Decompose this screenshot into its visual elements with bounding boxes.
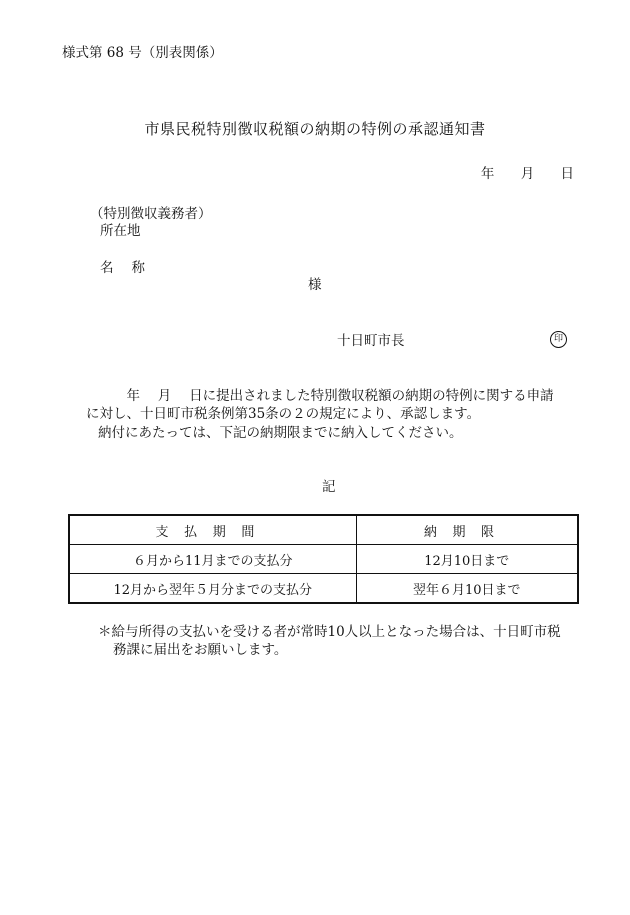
form-number: 様式第 68 号（別表関係） <box>62 45 223 61</box>
page-title: 市県民税特別徴収税額の納期の特例の承認通知書 <box>144 120 486 138</box>
body-line-2: に対し、十日町市税条例第35条の２の規定により、承認します。 <box>86 406 481 422</box>
date-day: 日 <box>560 166 574 182</box>
ki-heading: 記 <box>322 479 336 495</box>
date-year: 年 <box>480 166 495 182</box>
note-line-1: ＊給与所得の支払いを受ける者が常時10人以上となった場合は、十日町市税 <box>98 624 561 640</box>
table-cell-due: 翌年６月10日まで <box>356 574 578 604</box>
addressee-label: （特別徴収義務者） <box>90 206 212 222</box>
name-label-char-1: 名 <box>100 260 114 276</box>
honorific: 様 <box>308 277 322 293</box>
payment-table <box>68 514 579 604</box>
address-label: 所在地 <box>100 223 141 239</box>
name-label-char-2: 称 <box>131 260 145 276</box>
header-due-date: 納期限 <box>356 515 578 545</box>
table-cell-period: 12月から翌年５月分までの支払分 <box>69 574 356 604</box>
date-line <box>459 165 574 183</box>
body-line-1: 年 月 日に提出されました特別徴収税額の納期の特例に関する申請 <box>86 388 554 404</box>
table-row <box>69 574 578 604</box>
table-row <box>69 545 578 574</box>
table-cell-due: 12月10日まで <box>356 545 578 574</box>
body-line-3: 納付にあたっては、下記の納期限までに納入してください。 <box>98 425 463 441</box>
table-cell-period: ６月から11月までの支払分 <box>69 545 356 574</box>
date-month: 月 <box>520 166 535 182</box>
issuer-title: 十日町市長 <box>337 333 405 349</box>
table-header-row <box>69 515 578 545</box>
note-line-2: 務課に届出をお願いします。 <box>113 642 288 658</box>
seal-icon: 印 <box>550 331 567 348</box>
header-payment-period: 支払期間 <box>69 515 356 545</box>
name-label <box>100 259 163 277</box>
